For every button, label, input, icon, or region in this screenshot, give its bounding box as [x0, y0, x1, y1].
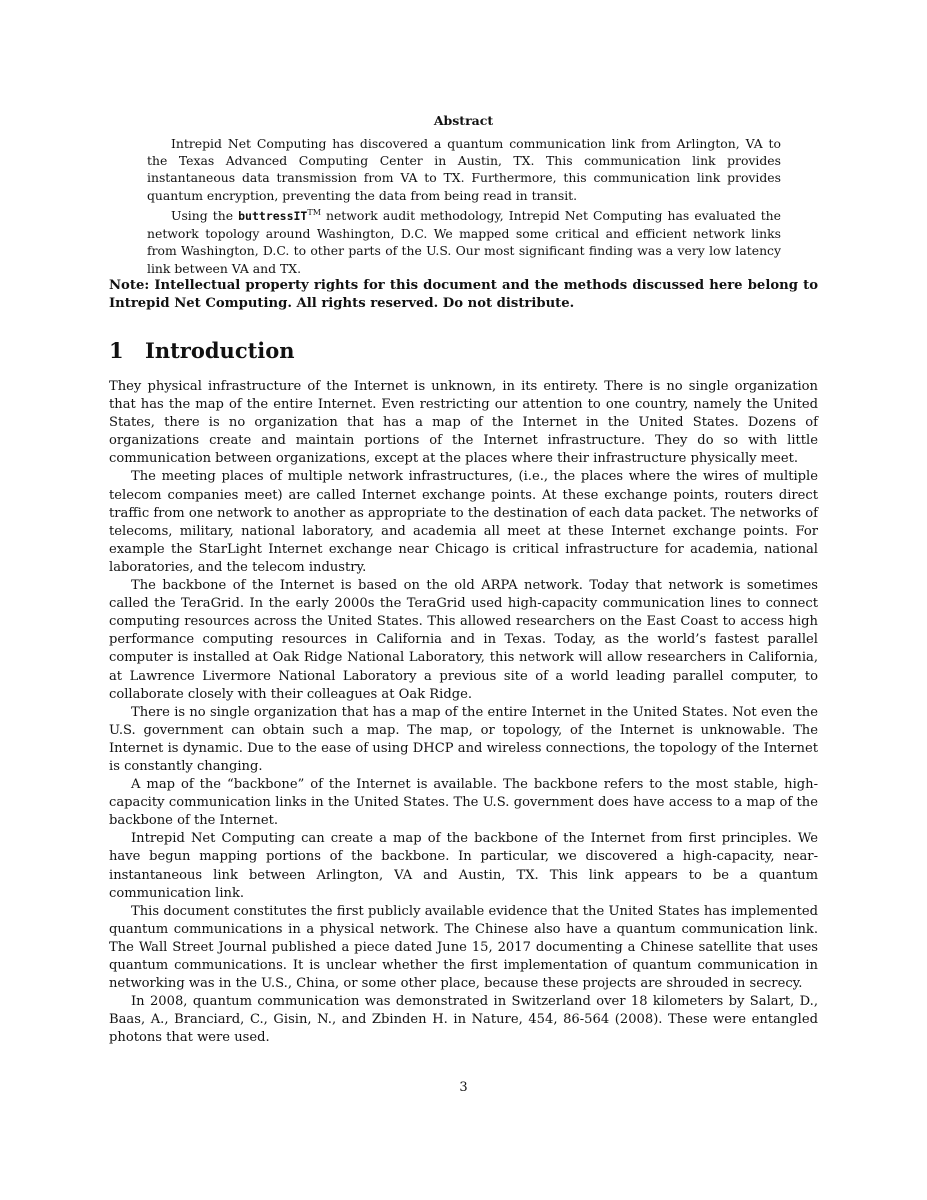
body-paragraph: There is no single organization that has a map of the entire Internet in the United States. Not even the U.S. government can obtain such a map. The map, or topology, of the Internet is unknowable. The Internet is dynamic. Due to the ease of using DHCP and wireless connections, the topology of the Internet is constantly changing. [109, 704, 818, 774]
abstract-body [147, 135, 781, 277]
section-title: Introduction [145, 338, 295, 363]
body-paragraph: The backbone of the Internet is based on the old ARPA network. Today that network is sometimes called the TeraGrid. In the early 2000s the TeraGrid used high-capacity communication lines to connect computing resources across the United States. This allowed researchers on the East Coast to access high performance computing resources in California and in Texas. Today, as the world’s fastest parallel computer is installed at Oak Ridge National Laboratory, this network will allow researchers in California, at Lawrence Livermore National Laboratory a previous site of a world leading parallel computer, to collaborate closely with their colleagues at Oak Ridge. [109, 578, 818, 702]
abstract-paragraph: Intrepid Net Computing has discovered a quantum communication link from Arlington, VA to the Texas Advanced Computing Center in Austin, TX. This communication link provides instantaneous data transmission from VA to TX. Furthermore, this communication link provides quantum encryption, preventing the data from being read in transit. [147, 136, 781, 203]
abstract-title: Abstract [433, 113, 494, 128]
body-paragraph: The meeting places of multiple network infrastructures, (i.e., the places where the wires of multiple telecom companies meet) are called Internet exchange points. At these exchange points, routers direct traffic from one network to another as appropriate to the destination of each data packet. The networks of telecoms, military, national laboratory, and academia all meet at these Internet exchange points. For example the StarLight Internet exchange near Chicago is critical infrastructure for academia, national laboratories, and the telecom industry. [109, 469, 818, 575]
abstract-text: network audit methodology, Intrepid Net Computing has evaluated the network topology around Washington, D.C. We mapped some critical and efficient network links from Washington, D.C. to other parts of the U.S. Our most significant finding was a very low latency link between VA and TX. [147, 207, 781, 276]
page-number: 3 [459, 1080, 468, 1095]
body-paragraph: In 2008, quantum communication was demonstrated in Switzerland over 18 kilometers by Salart, D., Baas, A., Branciard, C., Gisin, N., and Zbinden H. in Nature, 454, 86-564 (2008). These were entangled photons that were used. [109, 994, 818, 1046]
brand-name: buttressIT [238, 208, 308, 223]
section-body [109, 378, 818, 1047]
ip-notice: Note: Intellectual property rights for this document and the methods discussed here belong to Intrepid Net Computing. All rights reserved. Do not distribute. [109, 278, 818, 311]
body-paragraph: They physical infrastructure of the Internet is unknown, in its entirety. There is no single organization that has the map of the entire Internet. Even restricting our attention to one country, namely the United States, there is no organization that has a map of the Internet in the United States. Dozens of organizations create and maintain portions of the Internet infrastructure. They do so with little communication between organizations, except at the places where their infrastructure physically meet. [109, 379, 818, 467]
body-paragraph: This document constitutes the first publicly available evidence that the United States has implemented quantum communications in a physical network. The Chinese also have a quantum communication link. The Wall Street Journal published a piece dated June 15, 2017 documenting a Chinese satellite that uses quantum communications. It is unclear whether the first implementation of quantum communication in networking was in the U.S., China, or some other place, because these projects are shrouded in secrecy. [109, 903, 818, 992]
abstract-paragraph [147, 204, 781, 277]
section-number: 1 [109, 338, 124, 363]
abstract-text: Using the [171, 207, 239, 223]
section-heading [109, 338, 295, 363]
trademark-mark: TM [307, 207, 321, 217]
body-paragraph: A map of the “backbone” of the Internet is available. The backbone refers to the most stable, high-capacity communication links in the United States. The U.S. government does have access to a map of the backbone of the Internet. [109, 777, 818, 829]
body-paragraph: Intrepid Net Computing can create a map of the backbone of the Internet from first principles. We have begun mapping portions of the backbone. In particular, we discovered a high-capacity, near-instantaneous link between Arlington, VA and Austin, TX. This link appears to be a quantum communication link. [109, 831, 818, 901]
